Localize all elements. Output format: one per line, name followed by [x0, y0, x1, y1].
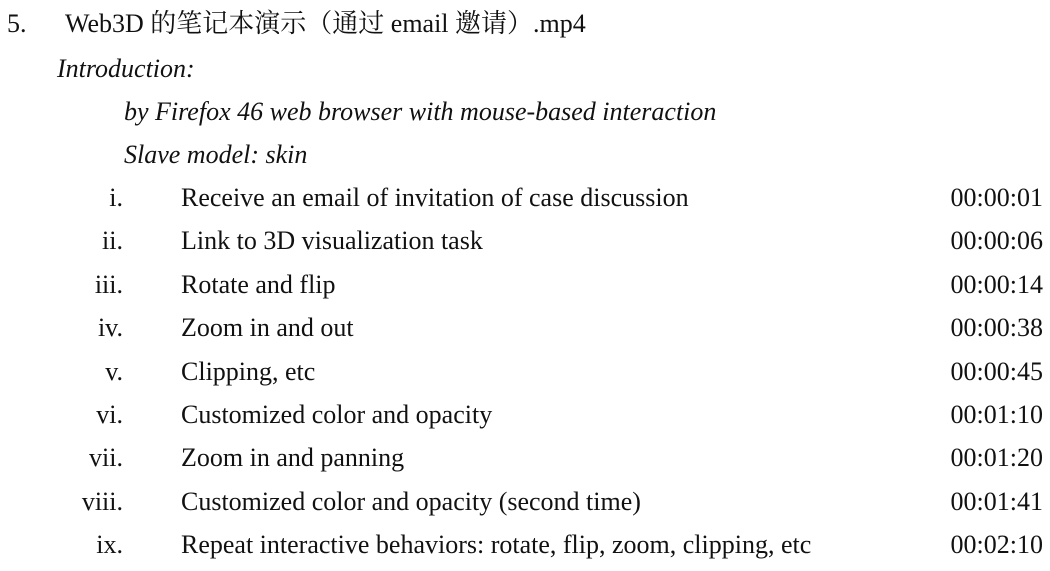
- list-item: [0, 484, 1050, 527]
- list-item-number: viii.: [81, 486, 123, 516]
- list-item: [0, 180, 1050, 223]
- list-item-text: Customized color and opacity (second time): [181, 486, 641, 516]
- list-item: [0, 267, 1050, 310]
- list-item-timestamp: 00:00:14: [950, 269, 1043, 299]
- list-item-timestamp: 00:00:45: [950, 356, 1043, 386]
- timestamp-list: [0, 180, 1050, 571]
- list-item: [0, 310, 1050, 353]
- list-item-text: Rotate and flip: [181, 269, 336, 299]
- section-number: 5.: [7, 9, 27, 38]
- list-item: [0, 223, 1050, 266]
- list-item-number: vii.: [89, 443, 123, 473]
- list-item-timestamp: 00:01:10: [950, 399, 1043, 429]
- list-item: [0, 397, 1050, 440]
- list-item-text: Receive an email of invitation of case discussion: [181, 183, 689, 212]
- list-item-timestamp: 00:00:06: [950, 226, 1043, 256]
- list-item: [0, 354, 1050, 397]
- section-title: Web3D 的笔记本演示（通过 email 邀请）.mp4: [65, 9, 586, 38]
- list-item-text: Repeat interactive behaviors: rotate, flip, zoom, clipping, etc: [181, 530, 812, 560]
- list-item-number: vi.: [96, 399, 123, 429]
- list-item-timestamp: 00:00:38: [950, 313, 1043, 343]
- list-item-number: ii.: [102, 226, 123, 256]
- list-item-timestamp: 00:02:10: [950, 530, 1043, 560]
- list-item: [0, 527, 1050, 570]
- list-item-number: ix.: [96, 530, 123, 560]
- introduction-label: Introduction:: [57, 54, 195, 83]
- list-item-text: Zoom in and panning: [181, 443, 405, 473]
- list-item-timestamp: 00:01:20: [950, 443, 1043, 473]
- list-item-number: iii.: [94, 269, 123, 299]
- introduction-line-browser: by Firefox 46 web browser with mouse-based interaction: [124, 97, 717, 126]
- list-item-text: Clipping, etc: [181, 356, 316, 386]
- list-item-number: v.: [105, 356, 123, 386]
- list-item-timestamp: 00:00:01: [950, 183, 1043, 212]
- section-heading: [0, 6, 1050, 42]
- introduction-line-model: Slave model: skin: [124, 140, 308, 169]
- list-item-text: Zoom in and out: [181, 313, 354, 343]
- list-item: [0, 440, 1050, 483]
- list-item-number: i.: [109, 183, 123, 212]
- list-item-timestamp: 00:01:41: [950, 486, 1043, 516]
- list-item-text: Link to 3D visualization task: [181, 226, 483, 256]
- list-item-number: iv.: [97, 313, 123, 343]
- list-item-text: Customized color and opacity: [181, 399, 493, 429]
